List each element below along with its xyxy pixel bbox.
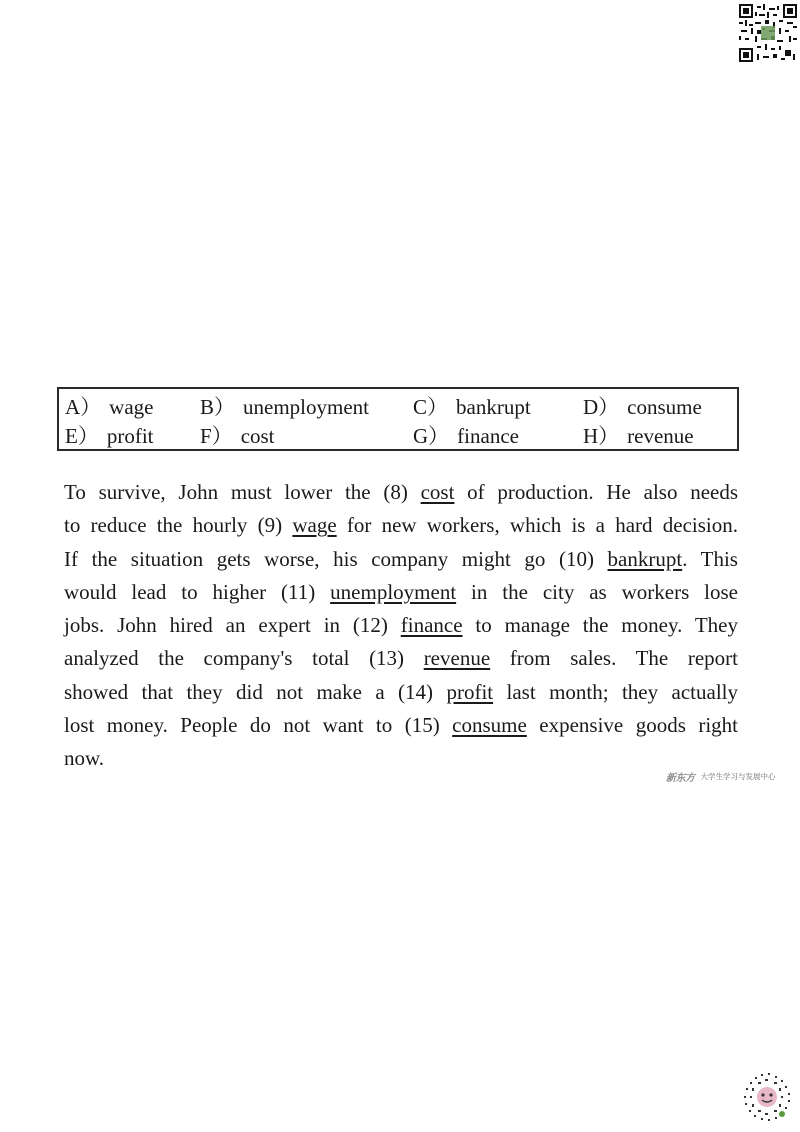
option-key: H） xyxy=(583,424,620,448)
option-key: D） xyxy=(583,395,620,419)
option-word: bankrupt xyxy=(456,395,531,419)
passage-line xyxy=(64,476,738,509)
option-word: cost xyxy=(240,424,275,448)
passage-text: expensive goods right xyxy=(526,713,738,738)
passage-text: analyzed the company's total (13) xyxy=(64,646,424,671)
answer-blank-13: revenue xyxy=(423,646,491,671)
passage-line xyxy=(64,609,738,642)
answer-blank-8: cost xyxy=(420,480,455,504)
option-word: profit xyxy=(106,424,154,448)
word-bank-row xyxy=(59,393,737,421)
word-option-a xyxy=(65,393,153,421)
word-option-c xyxy=(413,393,531,421)
word-option-d xyxy=(583,393,702,421)
passage-text: showed that they did not make a (14) xyxy=(64,679,447,704)
option-key: B） xyxy=(200,395,236,419)
qr-code-icon xyxy=(739,4,797,62)
passage-text: would lead to higher (11) xyxy=(64,579,331,604)
passage-text: . This xyxy=(682,546,738,571)
word-option-h xyxy=(583,422,694,450)
passage-line xyxy=(64,576,738,609)
answer-blank-11: unemployment xyxy=(330,579,457,604)
passage-text: to manage the money. They xyxy=(462,613,738,638)
passage-line xyxy=(64,543,738,576)
answer-blank-9: wage xyxy=(292,513,337,538)
passage-text: to reduce the hourly (9) xyxy=(64,513,293,538)
word-bank-box xyxy=(57,387,739,451)
option-word: unemployment xyxy=(243,395,369,419)
passage-text: for new workers, which is a hard decision. xyxy=(336,513,738,538)
option-word: revenue xyxy=(627,424,694,448)
passage-line xyxy=(64,509,738,542)
passage-text: jobs. John hired an expert in (12) xyxy=(64,613,401,638)
option-word: consume xyxy=(627,395,702,419)
answer-blank-10: bankrupt xyxy=(607,546,683,571)
word-option-g xyxy=(413,422,519,450)
option-key: F） xyxy=(200,424,233,448)
passage-line xyxy=(64,676,738,709)
passage-line: now. xyxy=(64,746,105,771)
publisher-tagline: 大学生学习与发展中心 xyxy=(700,771,776,781)
answer-blank-12: finance xyxy=(400,613,463,638)
option-key: A） xyxy=(65,395,102,419)
answer-blank-15: consume xyxy=(452,713,527,738)
decorative-qr-code-icon xyxy=(738,1068,796,1126)
publisher-brand xyxy=(666,768,776,784)
option-key: G） xyxy=(413,424,450,448)
publisher-logo: 新东方 xyxy=(666,772,695,784)
passage-text: lost money. People do not want to (15) xyxy=(64,713,453,738)
word-bank-row xyxy=(59,422,737,450)
option-word: wage xyxy=(109,395,154,419)
word-option-b xyxy=(200,393,369,421)
answer-blank-14: profit xyxy=(446,679,494,704)
passage-line xyxy=(64,709,738,742)
passage-text: from sales. The report xyxy=(490,646,738,671)
word-option-f xyxy=(200,422,275,450)
passage-text: of production. He also needs xyxy=(454,480,739,504)
word-option-e xyxy=(65,422,153,450)
cloze-passage xyxy=(64,476,738,776)
passage-line xyxy=(64,642,738,675)
passage-text: in the city as workers lose xyxy=(456,579,738,604)
passage-text: last month; they actually xyxy=(493,679,738,704)
option-key: E） xyxy=(65,424,99,448)
passage-text: To survive, John must lower the (8) xyxy=(64,480,421,504)
passage-text: If the situation gets worse, his company might go (10) xyxy=(64,546,608,571)
option-key: C） xyxy=(413,395,449,419)
option-word: finance xyxy=(457,424,519,448)
